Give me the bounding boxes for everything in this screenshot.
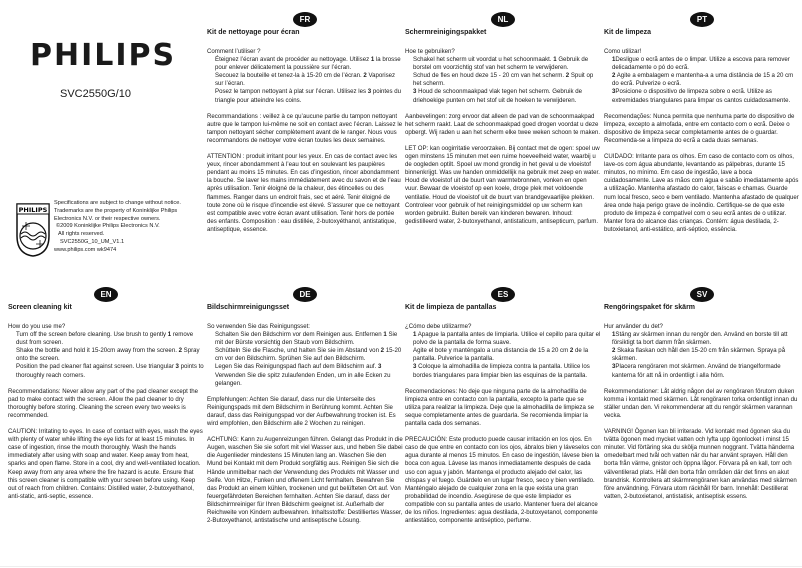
page-edge-divider <box>0 566 802 567</box>
step-number: 3 <box>175 363 179 371</box>
step-text-after: la brosse pour enlever délicatement la poussière sur l’écran. <box>215 56 401 72</box>
step-item <box>8 347 204 363</box>
steps-list <box>604 331 800 380</box>
section-body <box>207 323 403 533</box>
step-number: 3 <box>612 363 616 371</box>
step-item <box>405 88 601 104</box>
recommendations-text: Rekommendationer: Låt aldrig någon del av rengöraren förutom duken komma i kontakt med skärmen. Låt rengöraren torka ordentligt innan du ställer undan den. Vi rekommenderar att du rengör skärmen varannan vecka. <box>604 387 798 419</box>
step-text-after: Skaka flaskan och håll den 15-20 cm från skärmen. Spraya på skärmen. <box>612 347 786 363</box>
language-badge: ES <box>491 287 515 302</box>
step-text: Position the pad cleaner flat against screen. Use triangular <box>16 363 176 371</box>
step-text-after: points to thoroughly reach corners. <box>16 363 204 379</box>
step-number: 1 <box>612 56 616 64</box>
language-badge: PT <box>690 12 714 27</box>
step-text: Posez le tampon nettoyant à plat sur l’écran. Utilisez les <box>215 88 368 96</box>
section-title: Schermreinigingspakket <box>405 29 487 36</box>
how-to-heading: Comment l’utiliser ? <box>207 48 261 55</box>
step-item <box>405 72 601 88</box>
how-to-heading: So verwenden Sie das Reinigungsset: <box>207 323 310 330</box>
step-number: 1 <box>553 56 557 64</box>
steps-list <box>8 331 204 380</box>
step-item <box>8 331 204 347</box>
caution-text: VARNING! Ögonen kan bli irriterade. Vid kontakt med ögonen ska du tvätta ögonen med mycket vatten och lyfta upp ögonlocket i minst 15 minuter. Vid förtäring ska du skölja munnen noggrant. Tvätta händerna omedelbart med tvål och vatten när du har använt sprayen. Håll den borta från värme, gnistor och öppna lågor. Förvara på en kall, torr och välventilerad plats. Håll den borta från områden där det finns en akut brandrisk. Kontrollera att skärmrengöraren kan användas med skärmen före användning. Förvara utom räckhåll för barn. Innehåll: Destillerat vatten, 2-butoxietanol, antistatisk, antiseptisk essens. <box>604 428 797 500</box>
recommendations-text: Recommandations : veillez à ce qu’aucune partie du tampon nettoyant autre que le tampon lui-même ne soit en contact avec l’écran. Laissez le tampon nettoyant sécher complètement avant de le ranger. Nous vous recommandons de nettoyer votre écran toutes les deux semaines. <box>207 112 403 144</box>
step-number: 2 <box>612 347 616 355</box>
steps-list <box>207 56 403 105</box>
section-body <box>8 323 204 509</box>
step-number: 3 <box>612 88 616 96</box>
section-body <box>207 48 403 242</box>
svg-text:PHILIPS: PHILIPS <box>18 206 48 214</box>
section-title: Kit de nettoyage pour écran <box>207 29 300 36</box>
step-text-after: Desligue o ecrã antes de o limpar. Utilize a escova para remover delicadamente o pó do ecrã. <box>612 56 790 72</box>
step-item <box>207 88 403 104</box>
section-body <box>604 323 800 509</box>
recommendations-text: Recomendaciones: No deje que ninguna parte de la almohadilla de limpieza entre en contacto con la pantalla, excepto la parte que se utiliza para realizar la limpieza. Deje que la almohadilla de limpieza se seque completamente antes de guardarla. Se recomienda limpiar la pantalla cada dos semanas. <box>405 387 595 428</box>
step-text: Schakel het scherm uit voordat u het schoonmaakt. <box>413 56 554 64</box>
step-item <box>207 347 403 363</box>
step-item <box>405 363 601 379</box>
recommendations-text: Recomendações: Nunca permita que nenhuma parte do dispositivo de limpeza, excepto a almofada, entre em contacto com o ecrã. Deixe o dispositivo de limpeza secar completamente antes de o guardar. Recomenda-se a limpeza do ecrã a cada duas semanas. <box>604 112 795 144</box>
step-text-after: Verwenden Sie die spitz zulaufenden Enden, um in alle Ecken zu gelangen. <box>215 371 391 387</box>
section-body <box>604 48 800 242</box>
step-text: Schud de fles en houd deze 15 - 20 cm van het scherm. <box>413 72 566 80</box>
step-text-after: Apague la pantalla antes de limpiarla. Utilice el cepillo para quitar el polvo de la pantalla de forma suave. <box>413 331 601 347</box>
step-item <box>604 347 800 363</box>
section-title: Kit de limpeza <box>604 29 652 36</box>
recommendations-text: Empfehlungen: Achten Sie darauf, dass nur die Unterseite des Reinigungspads mit dem Bildschirm in Berührung kommt. Achten Sie darauf, dass das Reinigungspad vor der Aufbewahrung trocken ist. Es wird empfohlen, den Bildschirm alle 2 Wochen zu reinigen. <box>207 395 396 428</box>
step-text: Agite el bote y manténgalo a una distancia de 15 a 20 cm <box>413 347 570 355</box>
how-to-heading: Hoe te gebruiken? <box>405 48 455 55</box>
step-number: 2 <box>380 347 385 355</box>
language-badge: EN <box>94 287 118 302</box>
step-text-after: Agite a embalagem e mantenha-a a uma distância de 15 a 20 cm do ecrã. Pulverize o ecrã. <box>612 72 794 88</box>
step-text-after: Spuit op het scherm. <box>413 72 594 88</box>
step-number: 2 <box>612 72 616 80</box>
step-number: 1 <box>167 331 172 339</box>
step-text-after: Sie mit der Bürste vorsichtig den Staub vom Bildschirm. <box>215 331 398 347</box>
recommendations-text: Recommendations: Never allow any part of the pad cleaner except the pad to make contact with the screen. Allow the pad cleaner to dry thoroughly before storing. Cleaning the screen every two weeks is recommended. <box>8 387 199 419</box>
step-number: 1 <box>612 331 616 339</box>
how-to-heading: How do you use me? <box>8 323 66 330</box>
step-number: 2 <box>363 72 367 80</box>
step-number: 3 <box>413 363 417 371</box>
step-text-after: Spray onto the screen. <box>16 347 200 363</box>
language-badge: NL <box>491 12 515 27</box>
caution-text: CUIDADO: Irritante para os olhos. Em caso de contacto com os olhos, lave-os com água abundante, levantando as pálpebras, durante 15 minutos, no mínimo. Em caso de ingestão, lave a boca cuidadosamente. Lave as mãos com água e sabão imediatamente após a utilização. Mantenha afastado do calor, faíscas e chamas. Guarde num local fresco, seco e bem ventilado. Mantenha afastado de qualquer área onde haja perigo grave de incêndio. Certifique-se de que este produto de limpeza é compatível com o seu ecrã antes de o utilizar. Manter fora do alcance das crianças. Contém: água destilada, 2-butoxietanol, anti-estático, anti-séptico, essência. <box>604 153 799 233</box>
step-number: 2 <box>569 347 574 355</box>
step-number: 3 <box>413 88 417 96</box>
section-body <box>405 48 601 234</box>
section-title: Rengöringspaket för skärm <box>604 304 696 311</box>
section-title: Bildschirmreinigungsset <box>207 304 290 311</box>
step-text-after: de la pantalla. Pulverice la pantalla. <box>413 347 589 363</box>
caution-text: ACHTUNG: Kann zu Augenreizungen führen. Gelangt das Produkt in die Augen, waschen Sie sie sofort mit viel Wasser aus, und heben Sie dabei die Augenlieder mindestens 15 Minuten lang an. Waschen Sie den Mund bei Kontakt mit dem Produkt sorgfältig aus. Reinigen Sie sich die Hände unmittelbar nach der Verwendung des Produkts mit Wasser und Seife. Von Hitze, Funken und offenem Licht fernhalten. Bewahren Sie das Produkt an einem kühlen, trockenen und gut belüfteten Ort auf. Von feuergefährdeten Bereichen fernhalten. Achten Sie darauf, dass der Bildschirmreiniger für Ihren Bildschirm geeignet ist. Außerhalb der Reichweite von Kindern aufbewahren. Inhaltsstoffe: Destilliertes Wasser, 2-Butoxyethanol, antistatische und antiseptische Lösung. <box>207 436 403 525</box>
step-number: 1 <box>383 331 387 339</box>
steps-list <box>405 331 601 380</box>
step-item <box>207 331 403 347</box>
step-item <box>405 56 601 72</box>
philips-shield-icon <box>15 202 51 258</box>
steps-list <box>207 331 403 388</box>
step-item <box>604 88 800 104</box>
step-text: Éteignez l’écran avant de procéder au nettoyage. Utilisez <box>215 56 371 64</box>
step-item <box>207 72 403 88</box>
model-number: SVC2550G/10 <box>60 88 131 100</box>
steps-list <box>604 56 800 105</box>
step-number: 2 <box>178 347 182 355</box>
language-badge: SV <box>690 287 714 302</box>
section-body <box>405 323 601 533</box>
how-to-heading: ¿Cómo debe utilizarme? <box>405 323 472 330</box>
step-text: Legen Sie das Reinigungspad flach auf dem Bildschirm auf. <box>215 363 378 371</box>
caution-text: PRECAUCIÓN: Este producto puede causar irritación en los ojos. En caso de que entre en contacto con los ojos, ábralos bien y láveselos con agua durante al menos 15 minutos. En caso de ingestión, lávese bien la boca con agua. Lávese las manos inmediatamente después de cada uso con agua y jabón. Mantenga el producto alejado del calor, las chispas y el fuego. Guárdelo en un lugar fresco, seco y bien ventilado. Manténgalo alejado de cualquier zona en la que exista una gran probabilidad de incendio. Asegúrese de que este limpiador es compatible con su pantalla antes de usarlo. Mantener fuera del alcance de los niños. Ingredientes: agua destilada, 2-butoxyetanol, componente antiestático, componente antiséptico, perfume. <box>405 436 601 525</box>
section-title: Kit de limpieza de pantallas <box>405 304 497 311</box>
how-to-heading: Como utilizar! <box>604 48 642 55</box>
language-badge: DE <box>293 287 317 302</box>
step-text-after: Stäng av skärmen innan du rengör den. Använd en borste till att försiktigt ta bort damm från skärmen. <box>612 331 788 347</box>
step-text: Shake the bottle and hold it 15-20cm away from the screen. <box>16 347 179 355</box>
step-item <box>604 56 800 72</box>
step-item <box>405 331 601 347</box>
legal-notice: Specifications are subject to change without notice. Trademarks are the property of Koninklijke Philips Electronics N.V. or their respective owners. ©2009 Koninklijke Philips Electronics N.V. All rights reserved. SVC2550G_10_UM_V1.1 www.philips.com wk9474 <box>54 200 181 253</box>
step-text: Schütteln Sie die Flasche, und halten Sie sie im Abstand von <box>215 347 381 355</box>
step-number: 3 <box>377 363 382 371</box>
step-text: Turn off the screen before cleaning. Use brush to gently <box>16 331 168 339</box>
step-text-after: Gebruik de borstel om voorzichtig stof van het scherm te verwijderen. <box>413 56 589 72</box>
step-item <box>604 72 800 88</box>
step-number: 1 <box>413 331 417 339</box>
step-text: Secouez la bouteille et tenez-la à 15-20 cm de l’écran. <box>215 72 364 80</box>
steps-list <box>405 56 601 105</box>
step-item <box>207 56 403 72</box>
step-item <box>405 347 601 363</box>
step-number: 1 <box>370 56 375 64</box>
step-text-after: Vaporisez sur l’écran. <box>215 72 396 88</box>
step-text-after: Posicione o dispositivo de limpeza sobre o ecrã. Utilize as extremidades triangulares para limpar os cantos cuidadosamente. <box>612 88 791 104</box>
caution-text: ATTENTION : produit irritant pour les yeux. En cas de contact avec les yeux, rincer abondamment à l’eau tout en soulevant les paupières pendant au moins 15 minutes. En cas d’ingestion, rincer abondamment la bouche. Se laver les mains immédiatement avec du savon et de l’eau après utilisation. Tenir éloigné de la chaleur, des étincelles ou des flammes. Ranger dans un endroit frais, sec et aéré. Tenir éloigné de toute zone où le risque d’incendie est élevé. S’assurer que ce nettoyant est compatible avec votre écran avant utilisation. Tenir hors de portée des enfants. Composition : eau distillée, 2-butoxyéthanol, antistatique, antiseptique, essence. <box>207 153 401 233</box>
step-item <box>604 363 800 379</box>
step-text-after: Placera rengöraren mot skärmen. Använd de triangelformade kanterna för att nå in ordentligt i alla hörn. <box>612 363 781 379</box>
step-text-after: remove dust from screen. <box>16 331 194 347</box>
how-to-heading: Hur använder du det? <box>604 323 663 330</box>
language-badge: FR <box>293 12 317 27</box>
step-text-after: Coloque la almohadilla de limpieza contra la pantalla. Utilice los bordes triangulares para limpiar bien las esquinas de la pantalla. <box>413 363 590 379</box>
step-item <box>604 331 800 347</box>
step-text-after: Houd de schoonmaakpad vlak tegen het scherm. Gebruik de driehoekige punten om het stof uit de hoeken te verwijderen. <box>413 88 583 104</box>
caution-text: LET OP: kan oogirritatie veroorzaken. Bij contact met de ogen: spoel uw ogen minstens 15 minuten met een ruime hoeveelheid water, waarbij u de oogleden optilt. Spoel uw mond grondig in het geval u de vloeistof binnenkrijgt. Was uw handen onmiddellijk na gebruik met zeep en water. Houd de vloeistof uit de buurt van warmtebronnen, vonken en open vuur. Bewaar de vloeistof op een koele, droge plek met voldoende ventilatie. Houd de vloeistof uit de buurt van brandgevaarlijke plekken. Controleer voor gebruik of het reinigingsmiddel op uw scherm kan worden gebruikt. Buiten bereik van kinderen bewaren. Inhoud: gedistilleerd water, 2-butoxyethanol, antistaticum, antisepticum, parfum. <box>405 144 600 225</box>
step-number: 2 <box>565 72 570 80</box>
philips-logo: PHILIPS <box>30 38 177 73</box>
step-item <box>207 363 403 387</box>
recommendations-text: Aanbevelingen: zorg ervoor dat alleen de pad van de schoonmaakpad het scherm raakt. Laat de schoonmaakpad goed drogen voordat u deze opbergt. Wij raden u aan het scherm elke twee weken schoon te maken. <box>405 112 601 136</box>
step-text: Schalten Sie den Bildschirm vor dem Reinigen aus. Entfernen <box>215 331 384 339</box>
caution-text: CAUTION: Irritating to eyes. In case of contact with eyes, wash the eyes with plenty of water while lifting the eye lids for at least 15 minutes. In case of ingestion, rinse the mouth thoroughly. Wash the hands immediately after using with soap and water. Keep away from heat, sparks and open flame. Store in a cool, dry and well-ventilated location. Keep away from any area where the fire hazard is acute. Ensure that this screen cleaner is compatible with your screen before using. Keep out of reach from children. Contains: Distilled water, 2-butoxyethanol, anti-static, anti-septic, essence. <box>8 428 203 500</box>
step-item <box>8 363 204 379</box>
step-number: 3 <box>367 88 372 96</box>
section-title: Screen cleaning kit <box>8 304 72 311</box>
step-text-after: 15-20 cm vor den Bildschirm. Sprühen Sie auf den Bildschirm. <box>215 347 402 363</box>
step-text-after: pointes du triangle pour atteindre les coins. <box>215 88 401 104</box>
